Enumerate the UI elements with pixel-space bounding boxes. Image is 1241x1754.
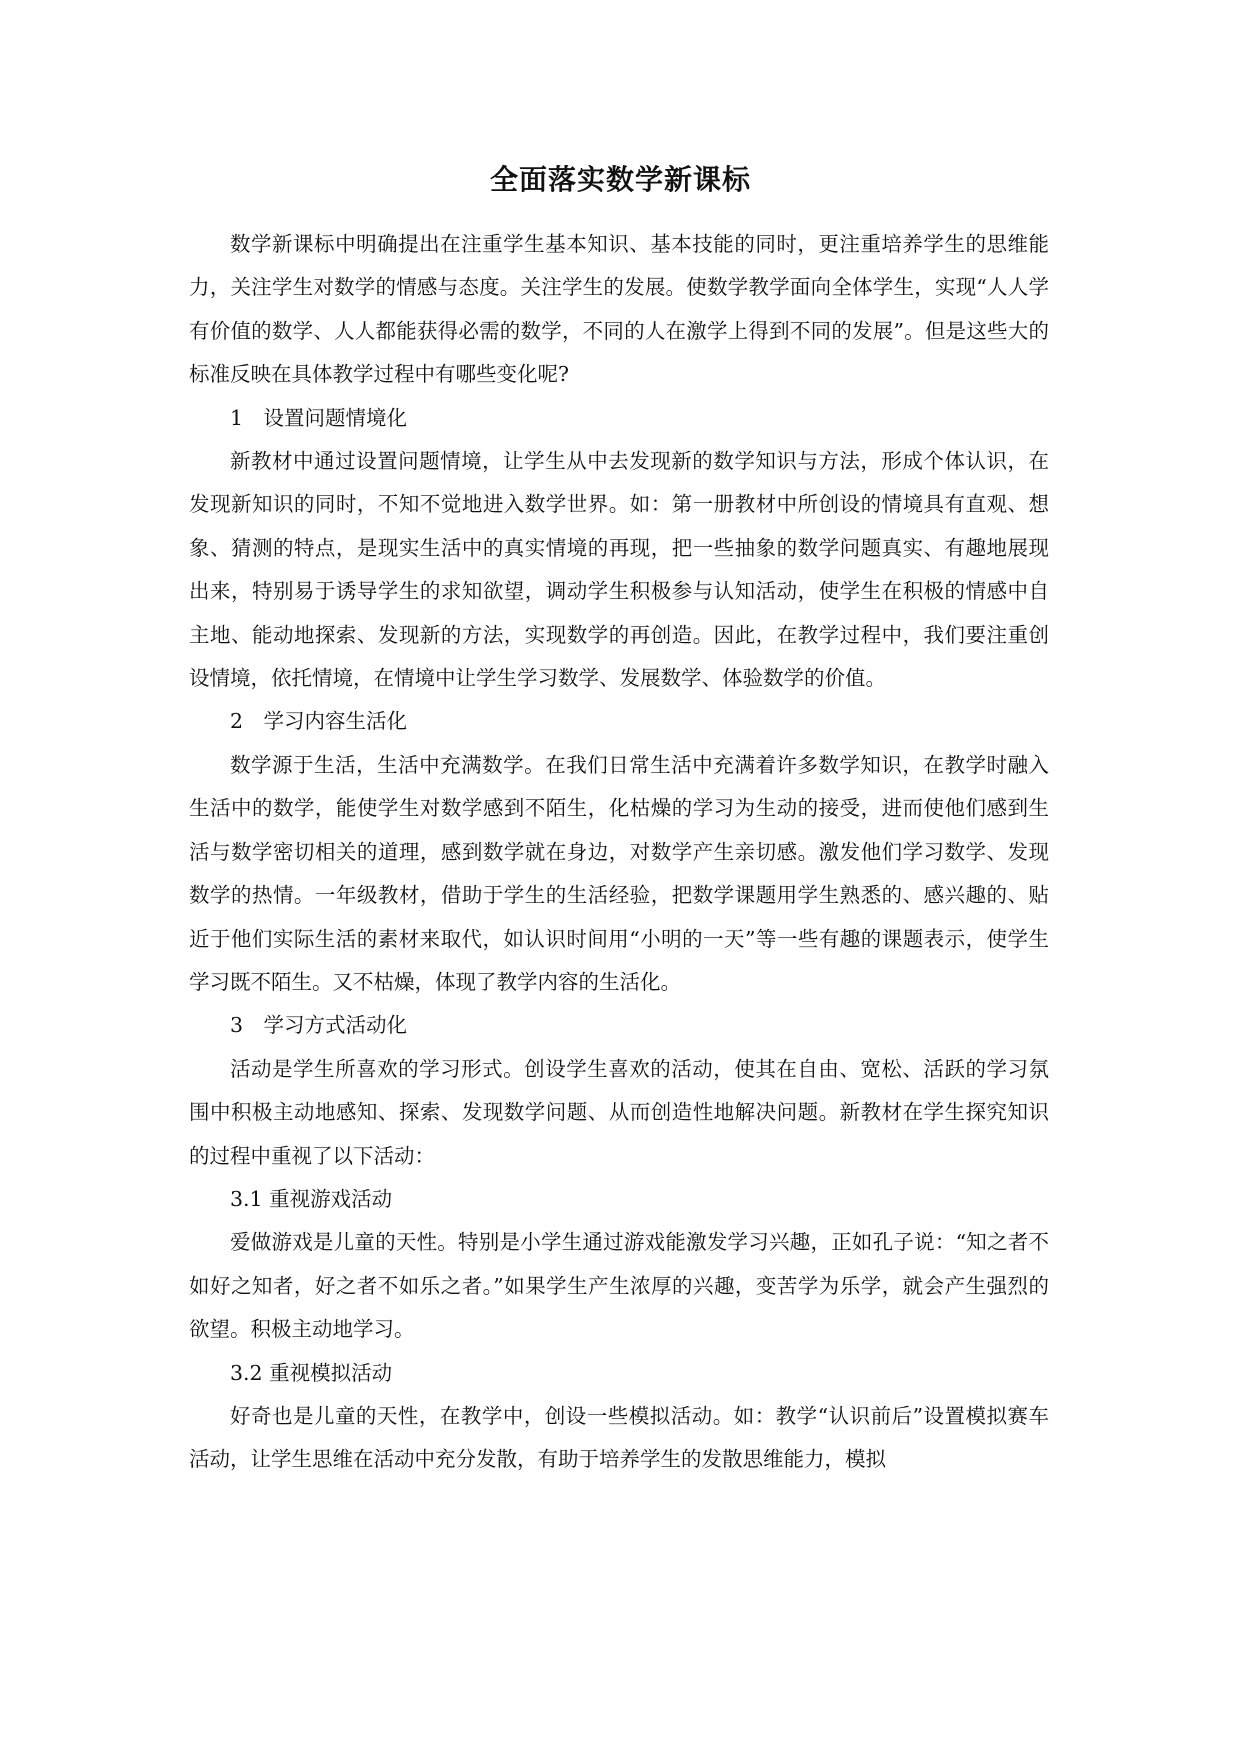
paragraph-intro: 数学新课标中明确提出在注重学生基本知识、基本技能的同时，更注重培养学生的思维能力，关注学生对数学的情感与态度。关注学生的发展。使数学教学面向全体学生，实现“人人学有价值的数学、人人都能获得必需的数学，不同的人在激学上得到不同的发展”。但是这些大的标准反映在具体教学过程中有哪些变化呢?	[189, 232, 1049, 387]
document-body	[189, 223, 1049, 1482]
section-heading-2: 2 学习内容生活化	[230, 709, 408, 734]
subsection-heading-3-2: 3.2 重视模拟活动	[230, 1360, 393, 1385]
paragraph-subsection-3-2: 好奇也是儿童的天性，在教学中，创设一些模拟活动。如：教学“认识前后”设置模拟赛车活动，让学生思维在活动中充分发散，有助于培养学生的发散思维能力，模拟	[189, 1403, 1049, 1472]
subsection-heading-3-1: 3.1 重视游戏活动	[230, 1186, 393, 1211]
section-heading-1: 1 设置问题情境化	[230, 405, 408, 430]
section-heading-3: 3 学习方式活动化	[230, 1013, 408, 1038]
paragraph-subsection-3-1: 爱做游戏是儿童的天性。特别是小学生通过游戏能激发学习兴趣，正如孔子说：“知之者不如好之知者，好之者不如乐之者。”如果学生产生浓厚的兴趣，变苦学为乐学，就会产生强烈的欲望。积极主动地学习。	[189, 1230, 1049, 1342]
paragraph-section-3: 活动是学生所喜欢的学习形式。创设学生喜欢的活动，使其在自由、宽松、活跃的学习氛围中积极主动地感知、探索、发现数学问题、从而创造性地解决问题。新教材在学生探究知识的过程中重视了以下活动：	[189, 1056, 1049, 1168]
paragraph-section-1: 新教材中通过设置问题情境，让学生从中去发现新的数学知识与方法，形成个体认识，在发现新知识的同时，不知不觉地进入数学世界。如：第一册教材中所创设的情境具有直观、想象、猜测的特点，是现实生活中的真实情境的再现，把一些抽象的数学问题真实、有趣地展现出来，特别易于诱导学生的求知欲望，调动学生积极参与认知活动，使学生在积极的情感中自主地、能动地探索、发现新的方法，实现数学的再创造。因此，在教学过程中，我们要注重创设情境，依托情境，在情境中让学生学习数学、发展数学、体验数学的价值。	[189, 449, 1049, 691]
document-title: 全面落实数学新课标	[489, 163, 751, 196]
paragraph-section-2: 数学源于生活，生活中充满数学。在我们日常生活中充满着许多数学知识，在教学时融入生活中的数学，能使学生对数学感到不陌生，化枯燥的学习为生动的接受，进而使他们感到生活与数学密切相关的道理，感到数学就在身边，对数学产生亲切感。激发他们学习数学、发现数学的热情。一年级教材，借助于学生的生活经验，把数学课题用学生熟悉的、感兴趣的、贴近于他们实际生活的素材来取代，如认识时间用“小明的一天”等一些有趣的课题表示，使学生学习既不陌生。又不枯燥，体现了教学内容的生活化。	[189, 752, 1049, 994]
